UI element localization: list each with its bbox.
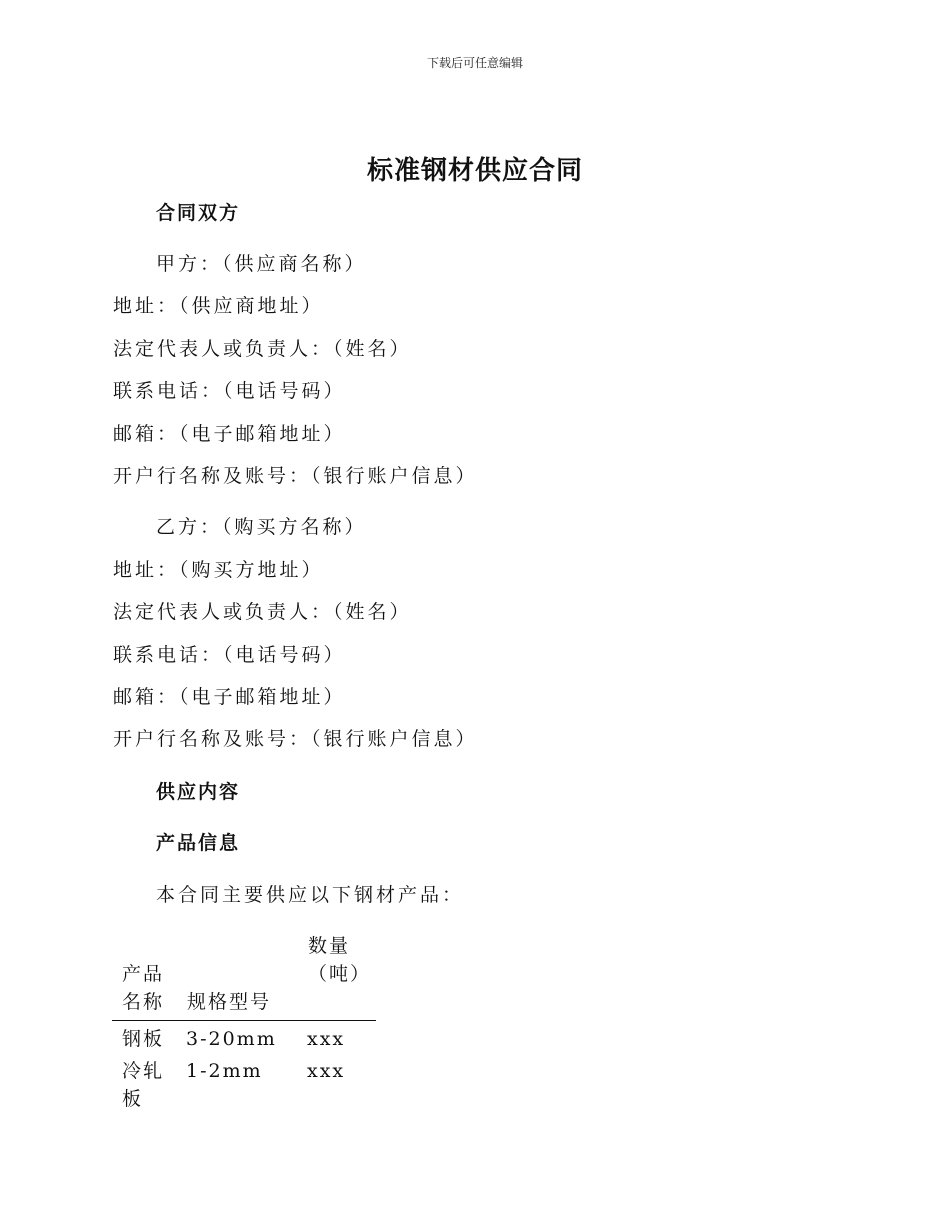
cell-quantity: xxx <box>307 1028 346 1050</box>
section-heading-parties: 合同双方 <box>156 202 241 224</box>
party-a-bank: 开户行名称及账号：（银行账户信息） <box>113 465 478 487</box>
cell-spec: 3-20mm <box>186 1028 277 1050</box>
party-b-phone: 联系电话：（电话号码） <box>113 644 346 666</box>
header-quantity: 数量（吨） <box>308 935 372 985</box>
table-row <box>112 1057 376 1117</box>
product-table <box>112 930 376 1117</box>
cell-product-name: 钢板 <box>122 1028 165 1050</box>
cell-quantity: xxx <box>307 1060 346 1082</box>
header-product-name: 产品名称 <box>122 963 165 1013</box>
section-heading-product: 产品信息 <box>156 832 241 854</box>
cell-spec: 1-2mm <box>186 1060 263 1082</box>
table-header <box>112 930 376 1021</box>
party-b-email: 邮箱：（电子邮箱地址） <box>113 686 346 708</box>
party-a-representative: 法定代表人或负责人：（姓名） <box>113 338 412 360</box>
party-b-bank: 开户行名称及账号：（银行账户信息） <box>113 728 478 750</box>
party-a-phone: 联系电话：（电话号码） <box>113 380 346 402</box>
product-intro: 本合同主要供应以下钢材产品： <box>156 884 465 906</box>
party-a-email: 邮箱：（电子邮箱地址） <box>113 423 346 445</box>
party-a-label: 甲方：（供应商名称） <box>156 253 367 275</box>
table-row <box>112 1021 376 1057</box>
section-heading-supply: 供应内容 <box>156 781 241 803</box>
party-b-label: 乙方：（购买方名称） <box>156 516 367 538</box>
party-b-address: 地址：（购买方地址） <box>113 559 324 581</box>
page-header-note: 下载后可任意编辑 <box>426 56 523 70</box>
header-spec: 规格型号 <box>187 991 272 1013</box>
cell-product-name: 冷轧板 <box>122 1060 165 1110</box>
party-b-representative: 法定代表人或负责人：（姓名） <box>113 601 412 623</box>
party-a-address: 地址：（供应商地址） <box>113 295 324 317</box>
document-title: 标准钢材供应合同 <box>366 156 583 186</box>
